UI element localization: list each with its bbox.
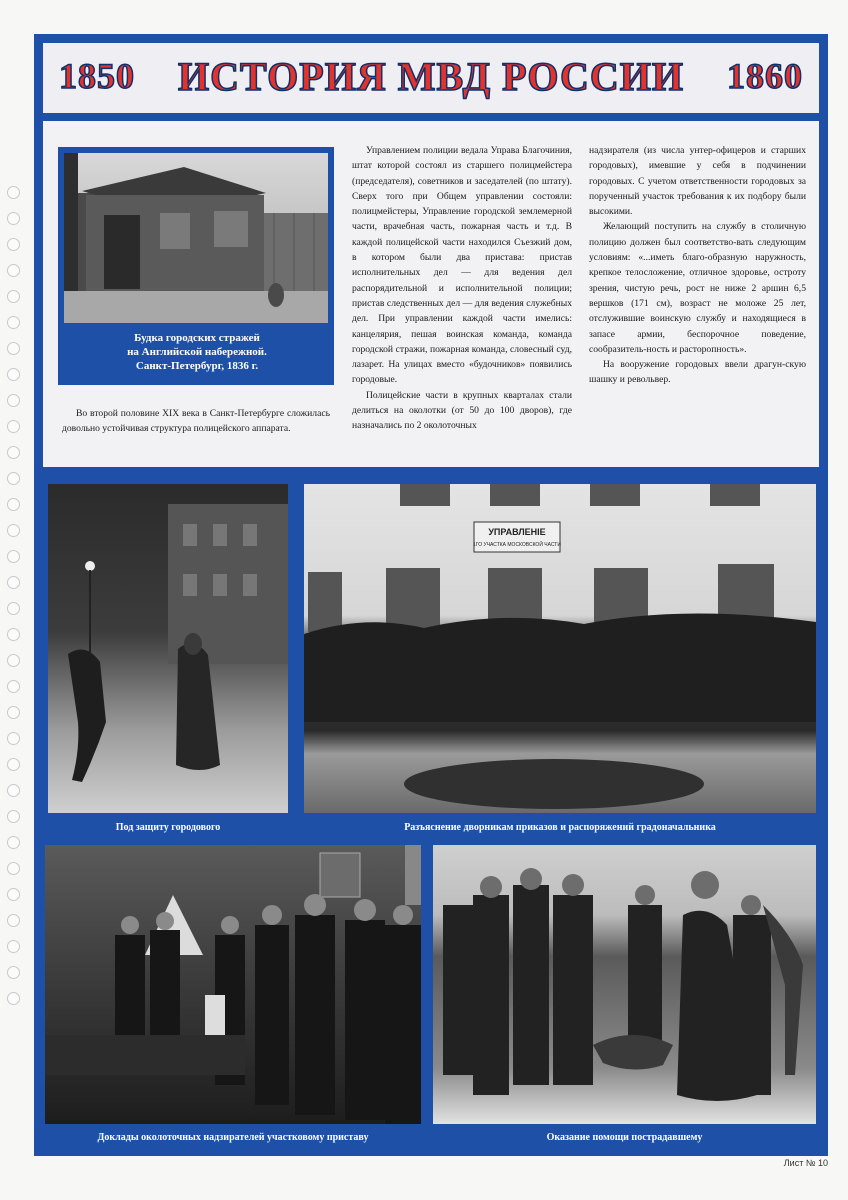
punch-hole <box>7 784 20 797</box>
punch-hole <box>7 238 20 251</box>
caption-line: на Английской набережной. <box>127 346 267 358</box>
punch-hole <box>7 888 20 901</box>
punch-hole <box>7 836 20 849</box>
punch-hole <box>7 368 20 381</box>
caption-janitors-briefing: Разъяснение дворникам приказов и распоряжений градоначальника <box>404 822 716 833</box>
office-sign-line-2: 1ГО УЧАСТКА МОСКОВСКОЙ ЧАСТИ <box>473 542 561 548</box>
punch-hole <box>7 706 20 719</box>
street-scene-illustration <box>433 845 816 1124</box>
punch-hole <box>7 420 20 433</box>
punch-hole <box>7 940 20 953</box>
punch-hole <box>7 264 20 277</box>
caption-officers-report: Доклады околоточных надзирателей участковому приставу <box>97 1132 369 1143</box>
punch-hole <box>7 914 20 927</box>
punch-hole <box>7 732 20 745</box>
office-sign-line-1: УПРАВЛЕНIE <box>488 527 546 537</box>
caption-helping-victim: Оказание помощи пострадавшему <box>546 1132 703 1143</box>
paragraph: Во второй половине XIX века в Санкт-Петербурге сложилась довольно устойчивая структура полицейского аппарата. <box>62 408 330 435</box>
text-column-3 <box>589 143 806 388</box>
punch-hole <box>7 342 20 355</box>
booth-illustration <box>64 153 328 323</box>
page-title: ИСТОРИЯ МВД РОССИИ <box>178 54 684 99</box>
punch-hole <box>7 186 20 199</box>
punch-hole <box>7 316 20 329</box>
photo-officers-report <box>45 845 421 1124</box>
text-column-2 <box>352 143 572 434</box>
punch-hole <box>7 810 20 823</box>
punch-hole <box>7 524 20 537</box>
punch-hole <box>7 446 20 459</box>
sheet-number: Лист № 10 <box>783 1158 828 1168</box>
paragraph: Полицейские части в крупных кварталах стали делиться на околотки (от 50 до 100 дворов), где назначались по 2 околоточных <box>352 389 572 432</box>
punch-hole <box>7 628 20 641</box>
punch-hole <box>7 498 20 511</box>
paragraph: Желающий поступить на службу в столичную полицию должен был соответство-вать следующим условиям: «...иметь благо-образную наружность, крепкое телосложение, отличное здоровье, остроту зрения, чистую речь, рост не ниже 2 аршин 6,5 вершков (171 см), возраст не моложе 25 лет, отслужившие воинскую службу и находящиеся в запасе армии, беспорочное поведение, сообразитель-ность и расторопность». <box>589 221 806 355</box>
photo-helping-victim <box>433 845 816 1124</box>
punch-hole <box>7 992 20 1005</box>
caption-line: Будка городских стражей <box>134 332 260 344</box>
punch-hole <box>7 576 20 589</box>
start-year: 1850 <box>59 56 135 96</box>
paragraph: На вооружение городовых ввели драгун-скую шашку и револьвер. <box>589 359 806 386</box>
punch-hole <box>7 212 20 225</box>
text-column-1 <box>62 406 330 437</box>
crowd-illustration <box>304 484 816 813</box>
caption-night-street: Под защиту городового <box>115 822 221 833</box>
punch-hole <box>7 654 20 667</box>
end-year: 1860 <box>727 56 803 96</box>
title-banner <box>43 43 819 113</box>
paragraph: Управлением полиции ведала Управа Благочиния, штат которой состоял из старшего полицмейстера (председателя), советников и заседателей (по штату). Сверх того при Общем управлении состояли: полицмейстеры, Управление городской землемерной части, врачебная часть, пожарная часть и т.д. В каждой полицейской части находился Съезжий дом, в котором были два пристава: пристав исполнительных дел — для ведения дел распорядительной и исполнительной полиции; пристав следственных дел — для ведения служебных дел. При управлении каждой части имелись: канцелярия, пешая воинская команда, команда городской стражи, пожарная команда, словесный суд, лазарет. На улицах вместо «будочников» появились городовые. <box>352 145 572 386</box>
punch-hole <box>7 550 20 563</box>
caption-line: Санкт-Петербург, 1836 г. <box>135 360 259 372</box>
photo-janitors-briefing <box>304 484 816 813</box>
punch-hole <box>7 290 20 303</box>
punch-hole <box>7 394 20 407</box>
punch-hole <box>7 862 20 875</box>
punch-hole <box>7 472 20 485</box>
punch-hole <box>7 602 20 615</box>
night-scene-illustration <box>48 484 288 813</box>
office-illustration <box>45 845 421 1124</box>
punch-hole <box>7 758 20 771</box>
paragraph: надзирателя (из числа унтер-офицеров и старших городовых), имевшие у себя в подчинении городовых. С учетом ответственности городовых за порученный участок требования к их подбору были высокими. <box>589 145 806 218</box>
punch-hole <box>7 966 20 979</box>
photo-guard-booth <box>64 153 328 323</box>
photo-caption <box>66 331 328 373</box>
photo-night-street <box>48 484 288 813</box>
punch-hole <box>7 680 20 693</box>
